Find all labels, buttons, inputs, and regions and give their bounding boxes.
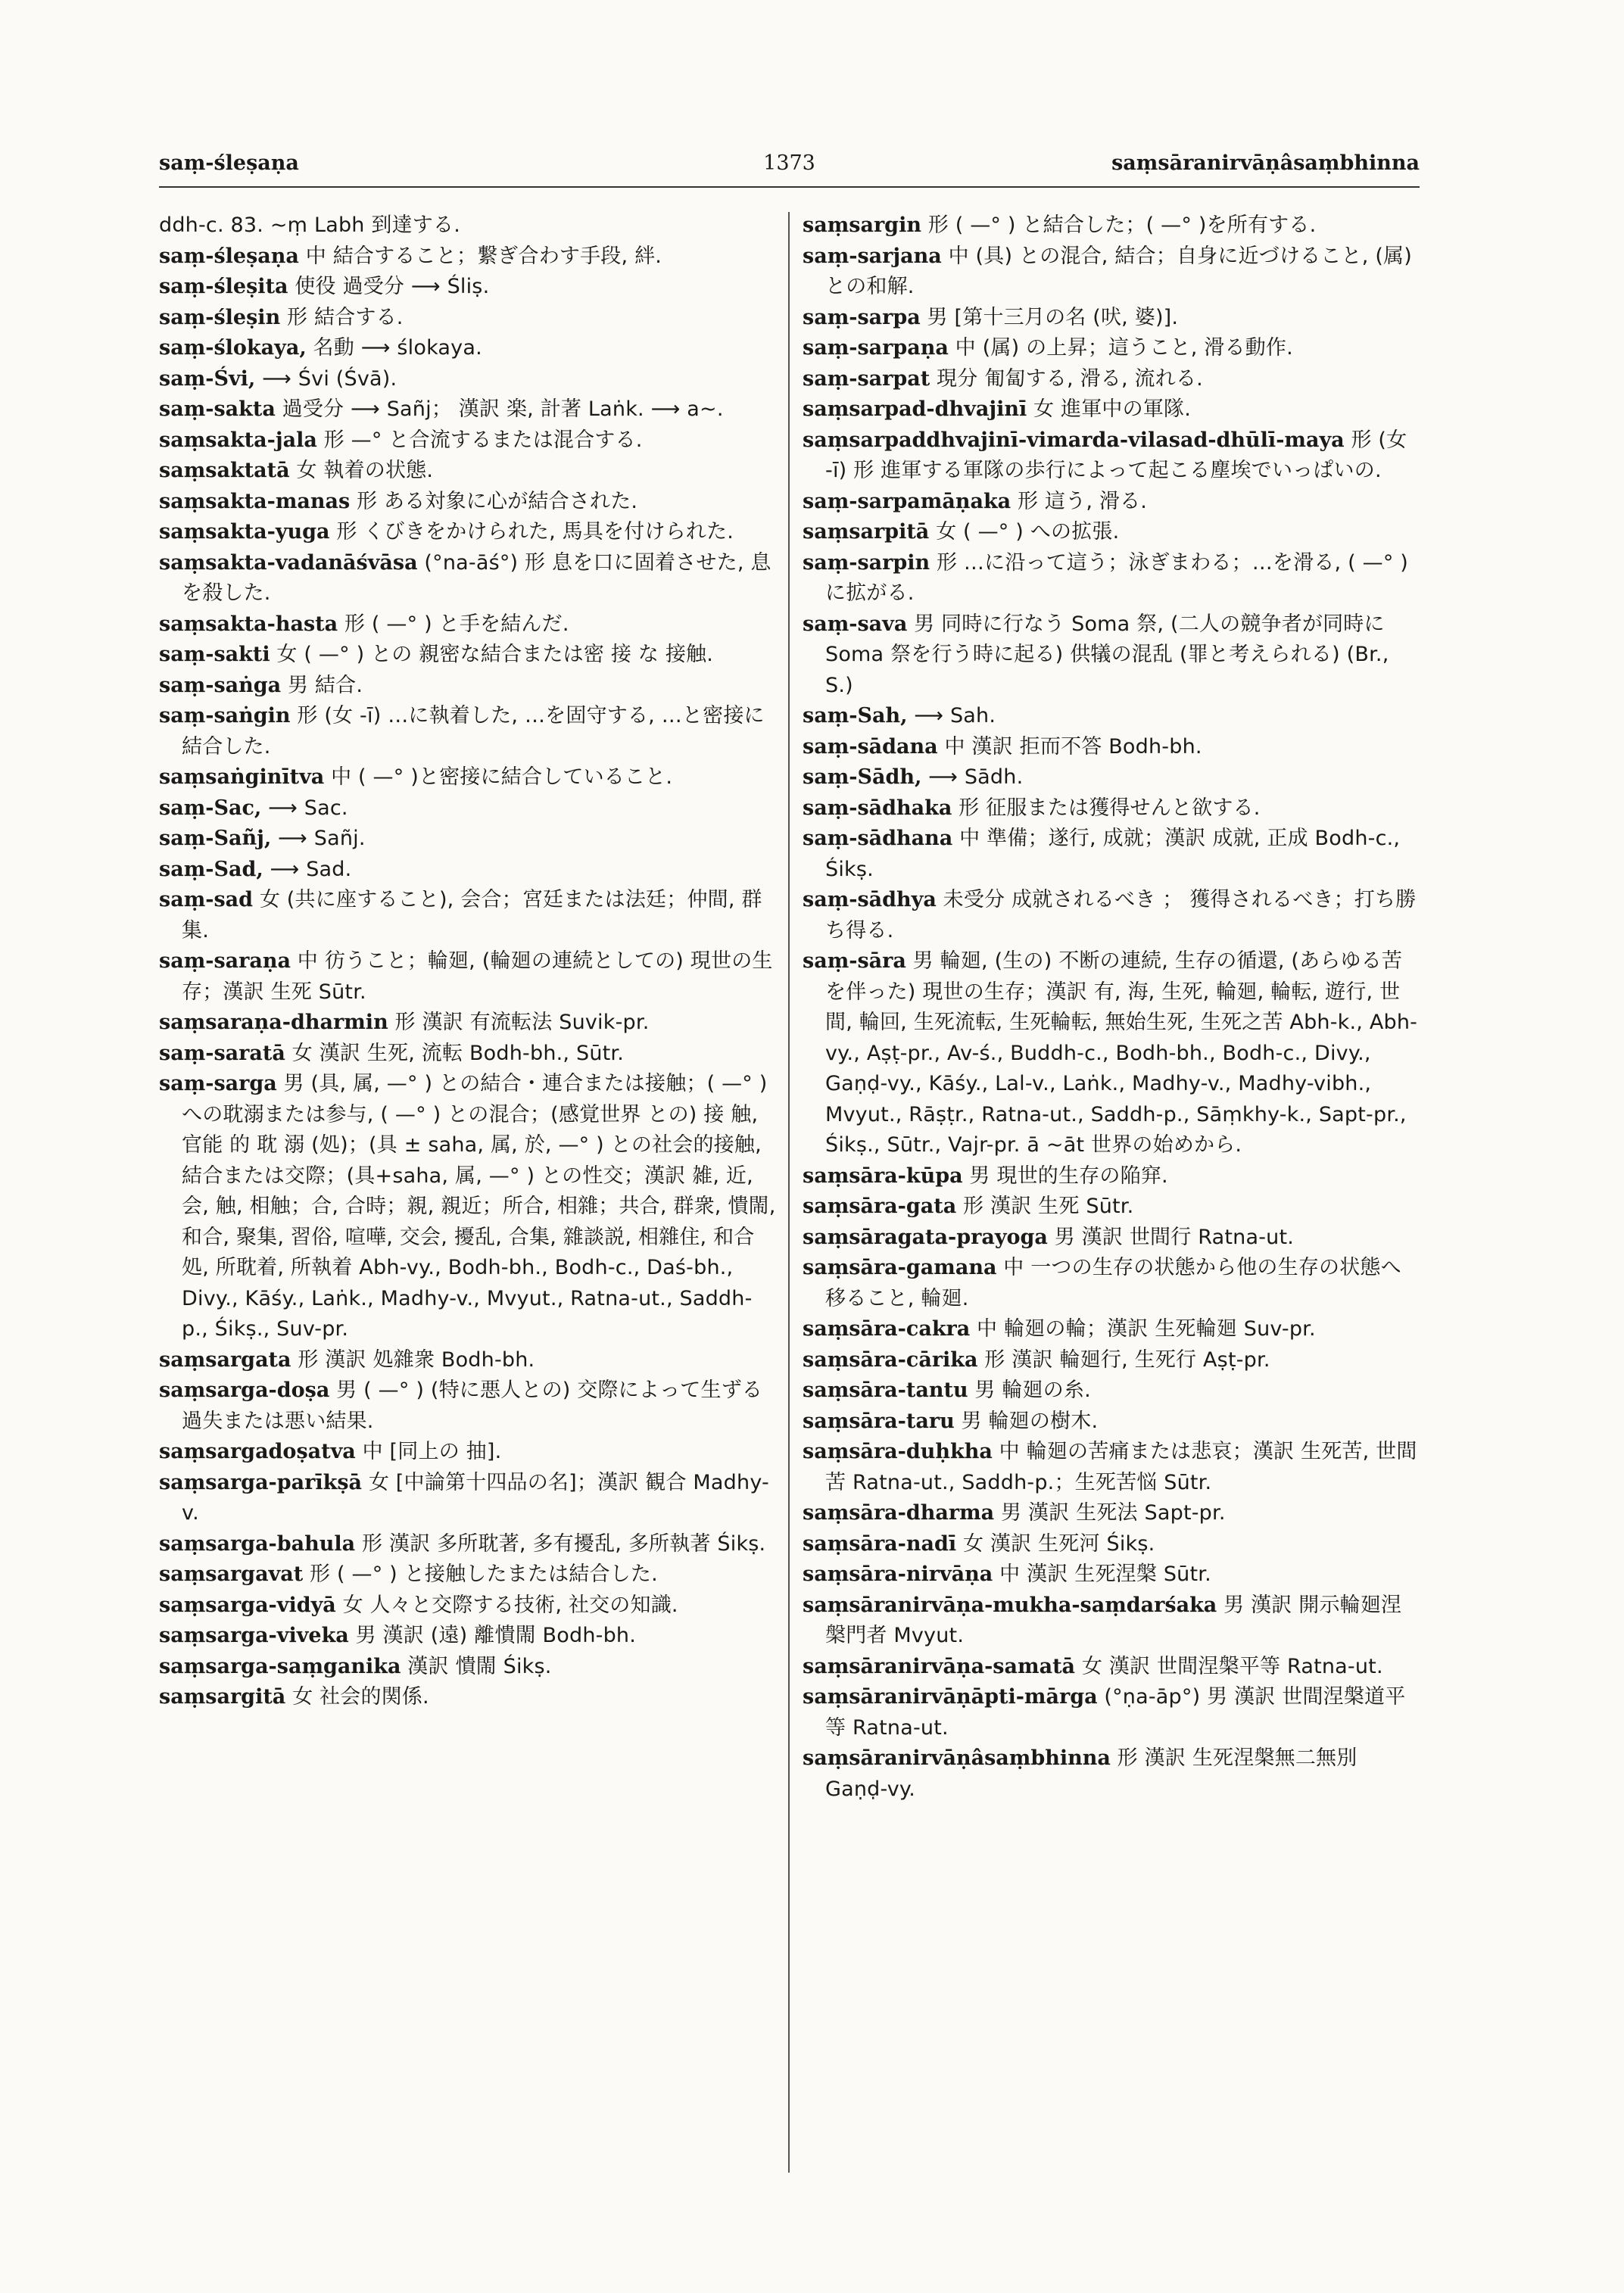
dictionary-entry xyxy=(803,1253,1420,1314)
entry-headword: saṃsargin xyxy=(803,213,921,237)
entry-definition: 男 漢訳 (遠) 離憒閙 Bodh-bh. xyxy=(348,1624,637,1647)
entry-headword: saṃsarga-parīkṣā xyxy=(159,1470,363,1494)
entry-headword: saṃsarga-doṣa xyxy=(159,1379,330,1402)
entry-definition: 男 現世的生存の陥穽. xyxy=(962,1164,1168,1188)
dictionary-entry xyxy=(159,272,776,303)
entry-definition: 使役 過受分 ⟶ Śliṣ. xyxy=(288,275,490,298)
entry-definition: 男 ( —° ) (特に悪人との) 交際によって生ずる過失または悪い結果. xyxy=(182,1379,763,1433)
entry-definition: 形 漢訳 多所耽著, 多有擾乱, 多所執著 Śikṣ. xyxy=(355,1531,766,1556)
entry-definition: 男 輪廻, (生の) 不断の連続, 生存の循還, (あらゆる苦を伴った) 現世の生存；漢訳 有, 海, 生死, 輪廻, 輪転, 遊行, 世間, 輪回, 生死流転, 生死輪転, 無始生死, 生死之苦 Abh-k., Abh-vy., Aṣṭ-pr., Av-ś., Buddh-c., Bodh-bh., Bodh-c., Divy., Gaṇḍ-vy., Kāśy., Lal-v., Laṅk., Madhy-v., Madhy-vibh., Mvyut., Rāṣṭr., Ratna-ut., Saddh-p., Sāṃkhy-k., Sapt-pr., Śikṣ., Sūtr., Vajr-pr. ā ~āt 世界の始めから. xyxy=(825,949,1418,1157)
dictionary-entry xyxy=(159,394,776,425)
entry-headword: saṃ-sāra xyxy=(803,949,906,973)
dictionary-entry xyxy=(803,732,1420,763)
entry-definition: 女 社会的関係. xyxy=(285,1685,429,1709)
entry-headword: saṃ-sarpa xyxy=(803,305,921,329)
entry-definition: 中 漢訳 拒而不答 Bodh-bh. xyxy=(937,734,1202,759)
dictionary-entry xyxy=(159,1008,776,1039)
entry-headword: saṃsakta-hasta xyxy=(159,612,338,636)
entry-definition: 中 (具) との混合, 結合；自身に近づけること, (属) との和解. xyxy=(825,244,1412,298)
entry-headword: saṃ-sarjana xyxy=(803,244,942,268)
dictionary-entry xyxy=(803,1590,1420,1652)
left-column xyxy=(159,210,776,2217)
dictionary-entry xyxy=(159,487,776,518)
entry-headword: saṃ-saṅga xyxy=(159,673,282,697)
dictionary-entry xyxy=(159,1529,776,1560)
entry-headword: saṃ-sarpat xyxy=(803,366,930,391)
dictionary-entry xyxy=(803,487,1420,518)
entry-definition: 形 ある対象に心が結合された. xyxy=(350,489,638,513)
dictionary-entry xyxy=(803,885,1420,946)
entry-headword: saṃ-ślokaya, xyxy=(159,336,307,360)
entry-definition: 男 結合. xyxy=(281,673,363,697)
entry-definition: 男 漢訳 世間行 Ratna-ut. xyxy=(1047,1225,1295,1249)
dictionary-entry xyxy=(159,885,776,946)
dictionary-entry xyxy=(803,1559,1420,1590)
dictionary-entry xyxy=(803,1223,1420,1254)
entry-definition: 女 漢訳 生死, 流転 Bodh-bh., Sūtr. xyxy=(285,1041,625,1065)
entry-definition: 形 くびきをかけられた, 馬具を付けられた. xyxy=(329,520,734,544)
dictionary-entry xyxy=(159,824,776,855)
dictionary-entry xyxy=(803,1161,1420,1192)
entry-headword: saṃ-sad xyxy=(159,888,254,911)
dictionary-entry xyxy=(159,946,776,1008)
entry-headword: saṃ-śleṣaṇa xyxy=(159,244,299,268)
entry-definition: 名動 ⟶ ślokaya. xyxy=(306,336,482,360)
entry-definition: 女 執着の状態. xyxy=(289,459,434,482)
entry-definition: 中 漢訳 生死涅槃 Sūtr. xyxy=(993,1562,1211,1586)
entry-definition: 形 ( —° ) と結合した；( —° )を所有する. xyxy=(921,213,1317,237)
entry-headword: saṃsāragata-prayoga xyxy=(803,1225,1048,1249)
entry-definition: ⟶ Śvi (Śvā). xyxy=(255,366,397,391)
entry-definition: ddh-c. 83. ~ṃ Labh 到達する. xyxy=(159,213,460,237)
dictionary-entry xyxy=(803,701,1420,732)
dictionary-entry xyxy=(159,517,776,548)
dictionary-entry xyxy=(803,793,1420,824)
dictionary-entry xyxy=(159,793,776,824)
entry-definition: 中 結合すること；繋ぎ合わす手段, 絆. xyxy=(298,244,662,268)
entry-headword: saṃsāra-taru xyxy=(803,1409,955,1433)
header-rule xyxy=(159,186,1420,188)
entry-headword: saṃsāra-gata xyxy=(803,1195,957,1218)
entry-definition: ⟶ Sādh. xyxy=(921,765,1024,789)
entry-definition: 女 人々と交際する技術, 社交の知識. xyxy=(335,1593,678,1617)
dictionary-entry xyxy=(159,456,776,487)
dictionary-entry xyxy=(803,333,1420,364)
entry-headword: saṃsarga-bahula xyxy=(159,1531,356,1556)
entry-headword: saṃsāra-nirvāṇa xyxy=(803,1562,993,1586)
entry-definition: 形 —° と合流するまたは混合する. xyxy=(316,428,643,452)
dictionary-entry xyxy=(159,855,776,886)
entry-headword: saṃsargavat xyxy=(159,1562,304,1586)
dictionary-entry xyxy=(803,425,1420,487)
entry-definition: 女 漢訳 生死河 Śikṣ. xyxy=(956,1531,1155,1556)
entry-headword: saṃsakta-yuga xyxy=(159,520,330,544)
entry-headword: saṃsargadoṣatva xyxy=(159,1440,356,1463)
entry-definition: 中 ( —° )と密接に結合していること. xyxy=(324,765,673,789)
entry-definition: 女 漢訳 世間涅槃平等 Ratna-ut. xyxy=(1075,1654,1383,1678)
entry-definition: 形 這う, 滑る. xyxy=(1011,489,1148,513)
entry-headword: saṃsarga-viveka xyxy=(159,1624,349,1647)
page-number: 1373 xyxy=(763,151,815,175)
entry-headword: saṃsakta-jala xyxy=(159,428,317,452)
dictionary-entry xyxy=(803,1652,1420,1683)
dictionary-entry xyxy=(159,210,776,241)
dictionary-entry xyxy=(159,1039,776,1070)
entry-headword: saṃsarpaddhvajinī-vimarda-vilasad-dhūlī-maya xyxy=(803,428,1345,452)
entry-definition: 女 [中論第十四品の名]；漢訳 観合 Madhy-v. xyxy=(182,1470,769,1525)
entry-definition: 男 (具, 属, —° ) との結合・連合または接触；( —° ) への耽溺または参与, ( —° ) との混合；(感覚世界 との) 接 触, 官能 的 耽 溺 (処)；(具 ± saha, 属, 於, —° ) との社会的接触, 結合または交際；(具+saha, 属, —° ) との性交；漢訳 雑, 近, 会, 触, 相触；合, 合時；親, 親近；所合, 相雜；共合, 群衆, 憒閙, 和合, 聚集, 習俗, 喧嘩, 交会, 擾乱, 合集, 雜談説, 相雜住, 和合処, 所耽着, 所執着 Abh-vy., Bodh-bh., Bodh-c., Daś-bh., Divy., Kāśy., Laṅk., Madhy-v., Mvyut., Ratna-ut., Saddh-p., Śikṣ., Suv-pr. xyxy=(182,1072,776,1341)
dictionary-entry xyxy=(159,425,776,456)
dictionary-entry xyxy=(159,1559,776,1590)
dictionary-entry xyxy=(803,394,1420,425)
dictionary-entry xyxy=(803,946,1420,1161)
dictionary-entry xyxy=(803,241,1420,303)
entry-definition: ⟶ Sah. xyxy=(907,704,996,727)
entry-headword: saṃsakta-vadanāśvāsa xyxy=(159,550,418,575)
dictionary-entry xyxy=(159,303,776,334)
entry-headword: saṃ-Sah, xyxy=(803,704,908,727)
entry-definition: 中 [同上の 抽]. xyxy=(355,1440,502,1463)
entry-definition: 形 漢訳 輪廻行, 生死行 Aṣṭ-pr. xyxy=(977,1347,1270,1372)
left-running-headword: saṃ-śleṣaṇa xyxy=(159,151,299,175)
right-running-headword: saṃsāranirvāṇâsaṃbhinna xyxy=(1111,151,1420,175)
entry-headword: saṃsāra-cārika xyxy=(803,1347,978,1372)
entry-headword: saṃsaraṇa-dharmin xyxy=(159,1011,388,1034)
entry-definition: 形 漢訳 生死涅槃無二無別 Gaṇḍ-vy. xyxy=(825,1746,1357,1801)
entry-headword: saṃ-sarpin xyxy=(803,550,930,575)
entry-headword: saṃ-sādhya xyxy=(803,888,937,911)
dictionary-entry xyxy=(159,1069,776,1345)
dictionary-entry xyxy=(159,640,776,671)
dictionary-entry xyxy=(803,1345,1420,1376)
dictionary-entry xyxy=(803,364,1420,395)
entry-headword: saṃ-Sac, xyxy=(159,796,262,820)
dictionary-entry xyxy=(159,671,776,702)
dictionary-entry xyxy=(803,1529,1420,1560)
entry-headword: saṃsāra-cakra xyxy=(803,1317,971,1341)
dictionary-entry xyxy=(803,1743,1420,1805)
entry-definition: 女 ( —° ) への拡張. xyxy=(929,520,1120,544)
entry-definition: 女 ( —° ) との 親密な結合または密 接 な 接触. xyxy=(270,643,714,666)
entry-definition: 未受分 成就されるべき ； 獲得されるべき；打ち勝ち得る. xyxy=(825,888,1417,942)
dictionary-entry xyxy=(159,548,776,609)
dictionary-entry xyxy=(159,1375,776,1437)
entry-definition: ⟶ Sad. xyxy=(263,857,352,881)
dictionary-entry xyxy=(803,1314,1420,1345)
entry-headword: saṃsarpad-dhvajinī xyxy=(803,397,1027,421)
entry-definition: 中 準備；遂行, 成就；漢訳 成就, 正成 Bodh-c., Śikṣ. xyxy=(825,827,1401,881)
entry-definition: 形 …に沿って這う；泳ぎまわる；…を滑る, ( —° ) に拡がる. xyxy=(825,550,1409,605)
entry-definition: 中 輪廻の輪；漢訳 生死輪廻 Suv-pr. xyxy=(970,1317,1316,1341)
entry-definition: 中 一つの生存の状態から他の生存の状態へ移ること, 輪廻. xyxy=(825,1256,1401,1310)
entry-definition: 形 漢訳 処雜衆 Bodh-bh. xyxy=(291,1347,535,1372)
entry-headword: saṃ-sādhaka xyxy=(803,796,952,820)
entry-headword: saṃ-Śvi, xyxy=(159,366,256,391)
entry-definition: 形 (女 -ī) …に執着した, …を固守する, …と密接に結合した. xyxy=(182,704,765,759)
entry-headword: saṃsāra-gamana xyxy=(803,1256,997,1279)
dictionary-entry xyxy=(159,701,776,762)
entry-definition: 中 輪廻の苦痛または悲哀；漢訳 生死苦, 世間苦 Ratna-ut., Saddh-p.；生死苦悩 Sūtr. xyxy=(825,1440,1417,1494)
entry-headword: saṃ-sarpamāṇaka xyxy=(803,489,1011,513)
dictionary-entry xyxy=(803,609,1420,702)
entry-headword: saṃsāra-duḥkha xyxy=(803,1440,993,1463)
entry-headword: saṃsāra-kūpa xyxy=(803,1164,963,1188)
entry-definition: (°na-āś°) 形 息を口に固着させた, 息を殺した. xyxy=(182,550,771,605)
entry-definition: 形 結合する. xyxy=(280,305,404,329)
dictionary-entry xyxy=(159,1652,776,1683)
dictionary-entry xyxy=(159,1468,776,1529)
entry-headword: saṃsāranirvāṇa-samatā xyxy=(803,1654,1076,1678)
entry-headword: saṃ-Sañj, xyxy=(159,827,272,850)
entry-headword: saṃ-sarga xyxy=(159,1072,277,1095)
entry-definition: 中 (属) の上昇；這うこと, 滑る動作. xyxy=(948,336,1293,360)
entry-definition: 中 彷うこと；輪廻, (輪廻の連続としての) 現世の生存；漢訳 生死 Sūtr. xyxy=(182,949,773,1004)
dictionary-entry xyxy=(803,1407,1420,1438)
entry-definition: 女 進軍中の軍隊. xyxy=(1027,397,1191,421)
entry-headword: saṃ-sādhana xyxy=(803,827,953,850)
entry-definition: (°ṇa-āp°) 男 漢訳 世間涅槃道平等 Ratna-ut. xyxy=(825,1685,1406,1740)
dictionary-entry xyxy=(159,1590,776,1622)
entry-headword: saṃ-sava xyxy=(803,612,908,636)
dictionary-entry xyxy=(159,1682,776,1713)
entry-definition: 漢訳 憒閙 Śikṣ. xyxy=(401,1654,552,1678)
entry-headword: saṃsargitā xyxy=(159,1685,286,1709)
entry-headword: saṃsarga-vidyā xyxy=(159,1593,336,1617)
entry-definition: 形 (女 -ī) 形 進軍する軍隊の歩行によって起こる塵埃でいっぱいの. xyxy=(825,428,1407,482)
entry-definition: 形 漢訳 有流転法 Suvik-pr. xyxy=(388,1011,650,1034)
dictionary-entry xyxy=(803,762,1420,793)
entry-headword: saṃ-saraṇa xyxy=(159,949,291,973)
entry-definition: 男 漢訳 開示輪廻涅槃門者 Mvyut. xyxy=(825,1593,1402,1647)
dictionary-entry xyxy=(159,609,776,640)
entry-headword: saṃ-sakti xyxy=(159,643,270,666)
dictionary-entry xyxy=(159,1621,776,1652)
entry-headword: saṃ-sakta xyxy=(159,397,276,421)
entry-headword: saṃsaṅginītva xyxy=(159,765,325,789)
dictionary-entry xyxy=(803,1498,1420,1529)
entry-headword: saṃ-Sādh, xyxy=(803,765,922,789)
dictionary-entry xyxy=(159,333,776,364)
entry-headword: saṃ-saṅgin xyxy=(159,704,291,727)
entry-headword: saṃsarga-saṃganika xyxy=(159,1654,401,1678)
entry-headword: saṃsāra-tantu xyxy=(803,1379,968,1402)
entry-definition: 現分 匍匐する, 滑る, 流れる. xyxy=(930,366,1203,391)
entry-definition: 形 征服または獲得せんと欲する. xyxy=(952,796,1261,820)
dictionary-entry xyxy=(803,824,1420,885)
entry-definition: ⟶ Sañj. xyxy=(271,827,366,850)
entry-headword: saṃsakta-manas xyxy=(159,489,351,513)
entry-headword: saṃsāranirvāṇa-mukha-saṃdarśaka xyxy=(803,1593,1217,1617)
entry-headword: saṃ-śleṣita xyxy=(159,275,288,298)
entry-definition: 形 ( —° ) と手を結んだ. xyxy=(338,612,569,636)
entry-definition: 男 同時に行なう Soma 祭, (二人の競争者が同時に Soma 祭を行う時に起る) 供犠の混乱 (罪と考えられる) (Br., S.) xyxy=(825,612,1389,697)
entry-headword: saṃsarpitā xyxy=(803,520,930,544)
entry-headword: saṃ-Sad, xyxy=(159,857,263,881)
dictionary-entry xyxy=(803,303,1420,334)
entry-definition: 形 漢訳 生死 Sūtr. xyxy=(956,1195,1134,1218)
dictionary-entry xyxy=(803,210,1420,241)
entry-headword: saṃsaktatā xyxy=(159,459,290,482)
dictionary-entry xyxy=(159,762,776,793)
dictionary-entry xyxy=(803,517,1420,548)
dictionary-entry xyxy=(803,1192,1420,1223)
entry-definition: 過受分 ⟶ Sañj； 漢訳 楽, 計著 Laṅk. ⟶ a~. xyxy=(275,397,724,421)
dictionary-entry xyxy=(159,1437,776,1468)
entry-definition: 男 輪廻の樹木. xyxy=(954,1409,1099,1433)
entry-definition: 女 (共に座すること), 会合；宮廷または法廷；仲間, 群集. xyxy=(182,888,762,942)
entry-headword: saṃ-sādana xyxy=(803,734,938,759)
entry-definition: 男 輪廻の糸. xyxy=(968,1379,1091,1402)
dictionary-entry xyxy=(803,1682,1420,1743)
dictionary-entry xyxy=(803,548,1420,609)
entry-definition: 形 ( —° ) と接触したまたは結合した. xyxy=(303,1562,658,1586)
entry-headword: saṃ-sarpaṇa xyxy=(803,336,949,360)
entry-headword: saṃsāra-dharma xyxy=(803,1501,995,1525)
entry-headword: saṃsargata xyxy=(159,1347,291,1372)
entry-definition: 男 漢訳 生死法 Sapt-pr. xyxy=(994,1501,1226,1525)
entry-definition: ⟶ Sac. xyxy=(261,796,348,820)
entry-headword: saṃ-śleṣin xyxy=(159,305,281,329)
dictionary-entry xyxy=(803,1375,1420,1407)
entry-definition: 男 [第十三月の名 (吠, 婆)]. xyxy=(920,305,1179,329)
dictionary-entry xyxy=(159,364,776,395)
entry-headword: saṃ-saratā xyxy=(159,1041,285,1065)
dictionary-entry xyxy=(159,241,776,273)
entry-headword: saṃsāra-nadī xyxy=(803,1531,957,1556)
entry-headword: saṃsāranirvāṇâsaṃbhinna xyxy=(803,1746,1111,1770)
dictionary-entry xyxy=(803,1437,1420,1498)
right-column xyxy=(803,210,1420,2217)
dictionary-entry xyxy=(159,1345,776,1376)
entry-headword: saṃsāranirvāṇāpti-mārga xyxy=(803,1685,1098,1709)
column-divider xyxy=(788,212,790,2173)
